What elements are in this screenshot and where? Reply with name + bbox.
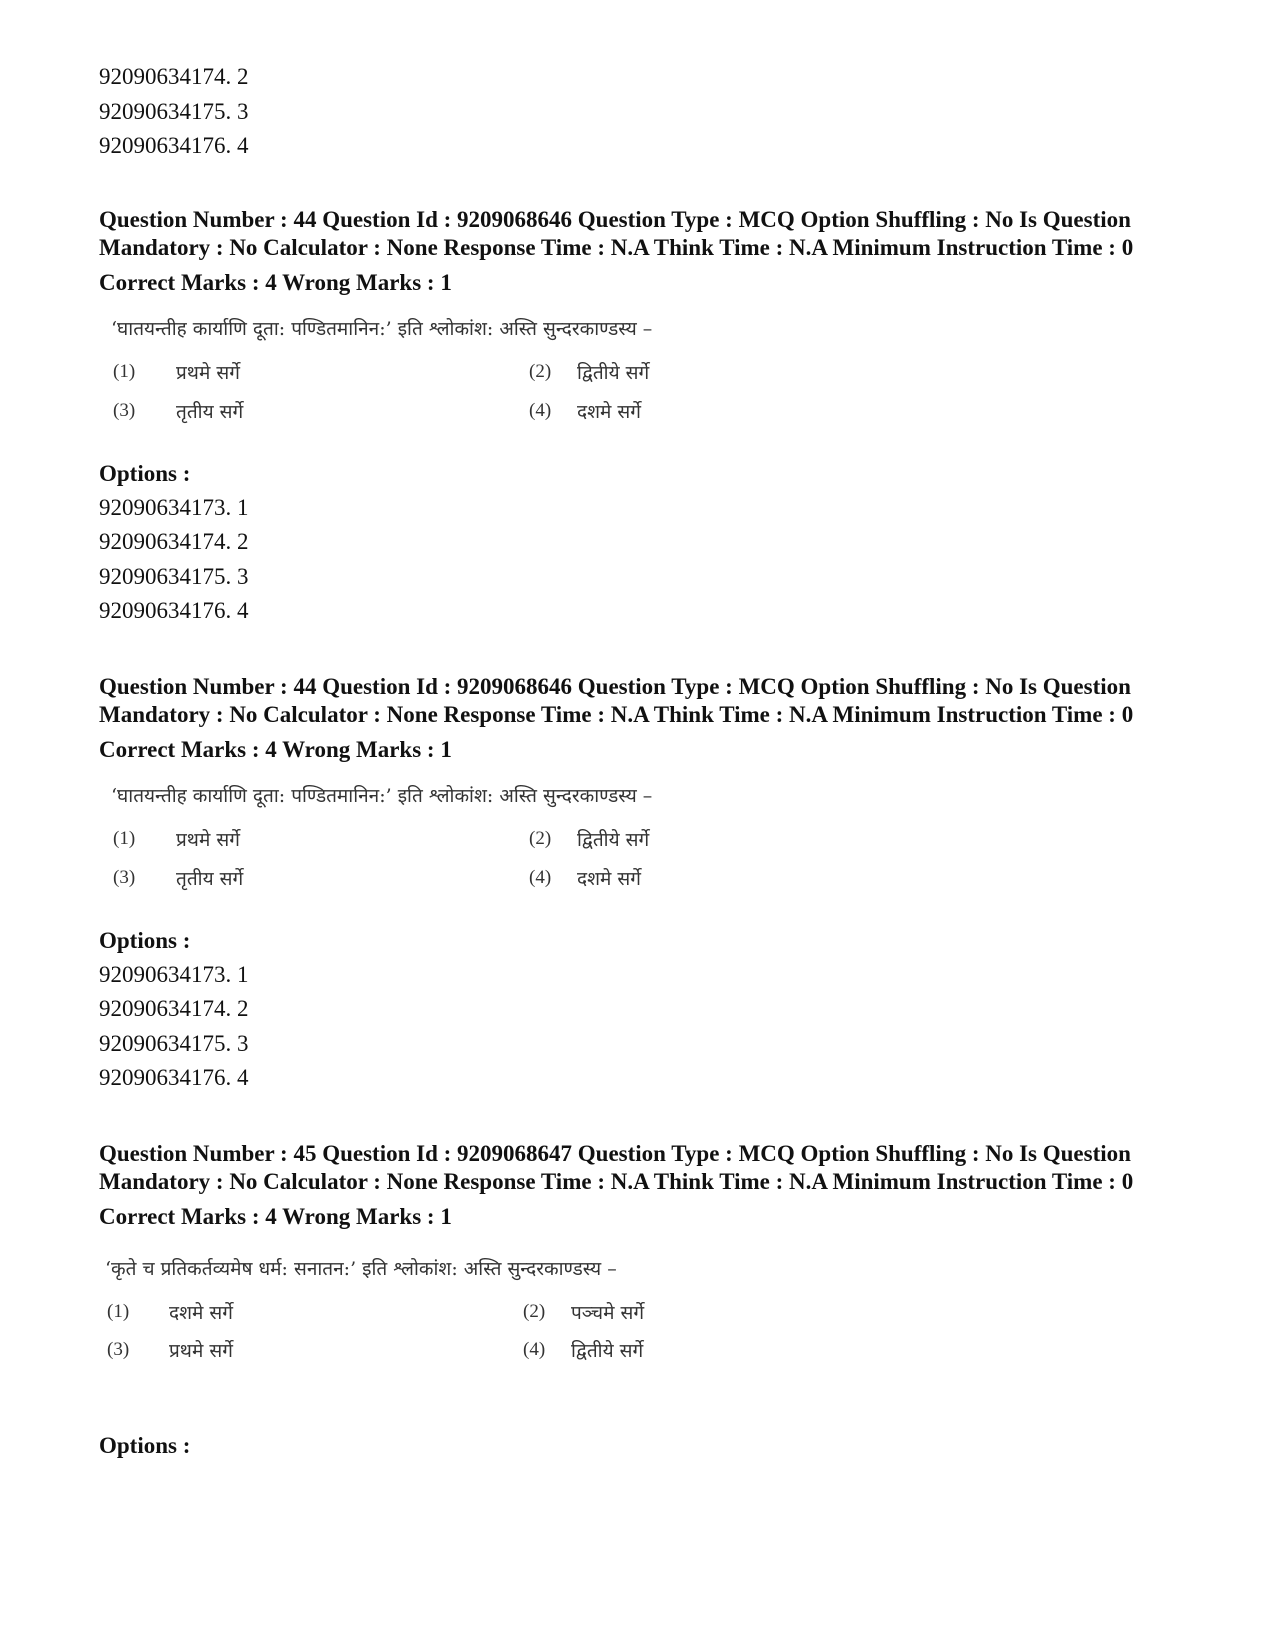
option-line: 92090634175. 3 [99, 98, 249, 124]
question-meta: Question Number : 44 Question Id : 9209068646 Question Type : MCQ Option Shuffling : No Is Question Mandatory : No Calculator : None Response Time : N.A Think Time : N.A Minimum Instruction Time : 0 [99, 206, 1134, 260]
question-stem: ‘कृते च प्रतिकर्तव्यमेष धर्म: सनातन:’ इति श्लोकांश: अस्ति सुन्दरकाण्डस्य – [105, 1257, 617, 1280]
choice-text: प्रथमे सर्गे [169, 1339, 233, 1362]
question-meta: Question Number : 45 Question Id : 9209068647 Question Type : MCQ Option Shuffling : No Is Question Mandatory : No Calculator : None Response Time : N.A Think Time : N.A Minimum Instruction Time : 0 [99, 1140, 1134, 1194]
option-line: 92090634175. 3 [99, 1030, 249, 1056]
option-line: 92090634176. 4 [99, 133, 249, 158]
choice-number: (2) [523, 1300, 546, 1322]
option-line: 92090634174. 2 [99, 529, 249, 554]
choice-text: द्वितीये सर्गे [571, 1339, 644, 1362]
choice-number: (3) [113, 866, 136, 888]
document-page [99, 60, 1179, 1463]
option-line: 92090634176. 4 [99, 1065, 249, 1090]
choice-number: (2) [529, 360, 552, 382]
question-image [99, 1251, 1179, 1381]
choice-text: प्रथमे सर्गे [176, 828, 240, 851]
question-stem: ‘घातयन्तीह कार्याणि दूता: पण्डितमानिन:’ इति श्लोकांश: अस्ति सुन्दरकाण्डस्य – [111, 317, 653, 340]
choice-number: (4) [529, 399, 552, 421]
choice-text: दशमे सर्गे [577, 400, 641, 423]
choice-number: (4) [529, 866, 552, 888]
option-line: 92090634173. 1 [99, 494, 249, 520]
choice-text: तृतीय सर्गे [176, 867, 244, 890]
choice-text: द्वितीये सर्गे [577, 828, 650, 851]
question-image [99, 778, 1179, 908]
option-line: 92090634175. 3 [99, 563, 249, 589]
choice-text: प्रथमे सर्गे [176, 361, 240, 384]
options-heading: Options : [99, 460, 191, 486]
options-heading: Options : [99, 927, 191, 953]
option-line: 92090634176. 4 [99, 598, 249, 623]
previous-options-list [99, 60, 1179, 164]
choice-number: (4) [523, 1338, 546, 1360]
choice-text: दशमे सर्गे [577, 867, 641, 890]
question-block [99, 1140, 1179, 1463]
question-meta: Question Number : 44 Question Id : 9209068646 Question Type : MCQ Option Shuffling : No Is Question Mandatory : No Calculator : None Response Time : N.A Think Time : N.A Minimum Instruction Time : 0 [99, 673, 1134, 727]
option-line: 92090634174. 2 [99, 996, 249, 1021]
question-marks: Correct Marks : 4 Wrong Marks : 1 [99, 269, 452, 295]
choice-text: तृतीय सर्गे [176, 400, 244, 423]
question-marks: Correct Marks : 4 Wrong Marks : 1 [99, 736, 452, 762]
choice-text: पञ्चमे सर्गे [571, 1301, 645, 1324]
question-marks: Correct Marks : 4 Wrong Marks : 1 [99, 1203, 452, 1229]
question-stem: ‘घातयन्तीह कार्याणि दूता: पण्डितमानिन:’ इति श्लोकांश: अस्ति सुन्दरकाण्डस्य – [111, 784, 653, 807]
choice-number: (1) [113, 827, 136, 849]
option-line: 92090634173. 1 [99, 961, 249, 987]
choice-number: (3) [107, 1338, 130, 1360]
choice-number: (3) [113, 399, 136, 421]
question-block [99, 206, 1179, 629]
option-line: 92090634174. 2 [99, 64, 249, 89]
question-block [99, 673, 1179, 1096]
choice-number: (2) [529, 827, 552, 849]
choice-text: दशमे सर्गे [169, 1301, 233, 1324]
choice-number: (1) [113, 360, 136, 382]
options-heading: Options : [99, 1432, 191, 1458]
choice-text: द्वितीये सर्गे [577, 361, 650, 384]
choice-number: (1) [107, 1300, 130, 1322]
question-image [99, 311, 1179, 441]
